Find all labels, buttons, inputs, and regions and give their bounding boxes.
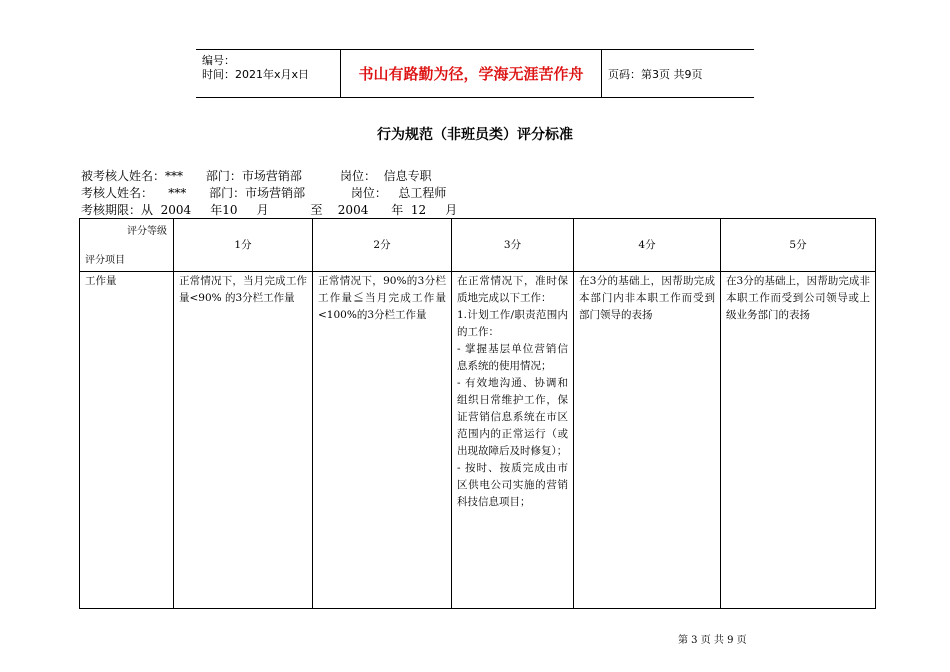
table-header-row (80, 219, 876, 272)
document-title: 行为规范（非班员类）评分标准 (377, 127, 573, 143)
grade-header-5: 5分 (721, 219, 876, 272)
date-label: 时间：2021年x月x日 (202, 68, 310, 81)
grade-header-1: 1分 (174, 219, 313, 272)
page-header (196, 49, 754, 98)
grade-header-3: 3分 (452, 219, 574, 272)
grade-3-line: - 掌握基层单位营销信息系统的使用情况； (457, 343, 568, 372)
grade-4-criteria: 在3分的基础上，因帮助完成本部门内非本职工作而受到部门领导的表扬 (574, 272, 721, 609)
item-axis-label: 评分项目 (85, 255, 125, 266)
page-footer: 第 3 页 共 9 页 (678, 635, 747, 646)
table-row (80, 272, 876, 609)
info-line-period: 考核期限：从 2004 年10 月 至 2004 年 12 月 (81, 203, 458, 217)
corner-cell (80, 219, 174, 272)
item-name-cell: 工作量 (80, 272, 174, 609)
grade-axis-label: 评分等级 (127, 226, 167, 237)
grade-header-4: 4分 (574, 219, 721, 272)
info-line-examiner: 考核人姓名： *** 部门：市场营销部 岗位： 总工程师 (81, 186, 447, 200)
grade-3-line: 在正常情况下，准时保质地完成以下工作： (457, 275, 568, 304)
header-meta (196, 50, 340, 97)
grade-3-line: - 按时、按质完成由市区供电公司实施的营销科技信息项目； (457, 462, 568, 508)
header-page-info: 页码：第3页 共9页 (608, 67, 703, 81)
info-line-examinee: 被考核人姓名：*** 部门：市场营销部 岗位： 信息专职 (81, 169, 432, 183)
grade-5-criteria: 在3分的基础上，因帮助完成非本职工作而受到公司领导或上级业务部门的表扬 (721, 272, 876, 609)
scoring-table (79, 218, 876, 609)
grade-2-criteria: 正常情况下，90%的3分栏工作量≦当月完成工作量<100%的3分栏工作量 (313, 272, 452, 609)
grade-1-criteria: 正常情况下，当月完成工作量<90% 的3分栏工作量 (174, 272, 313, 609)
grade-3-line: - 有效地沟通、协调和组织日常维护工作，保证营销信息系统在市区范围内的正常运行（或出现故障后及时修复）； (457, 377, 568, 457)
grade-header-2: 2分 (313, 219, 452, 272)
grade-3-line: 1.计划工作/职责范围内的工作： (457, 309, 568, 338)
code-label: 编号： (202, 54, 235, 67)
header-motto: 书山有路勤为径，学海无涯苦作舟 (340, 50, 602, 97)
grade-3-criteria (452, 272, 574, 609)
